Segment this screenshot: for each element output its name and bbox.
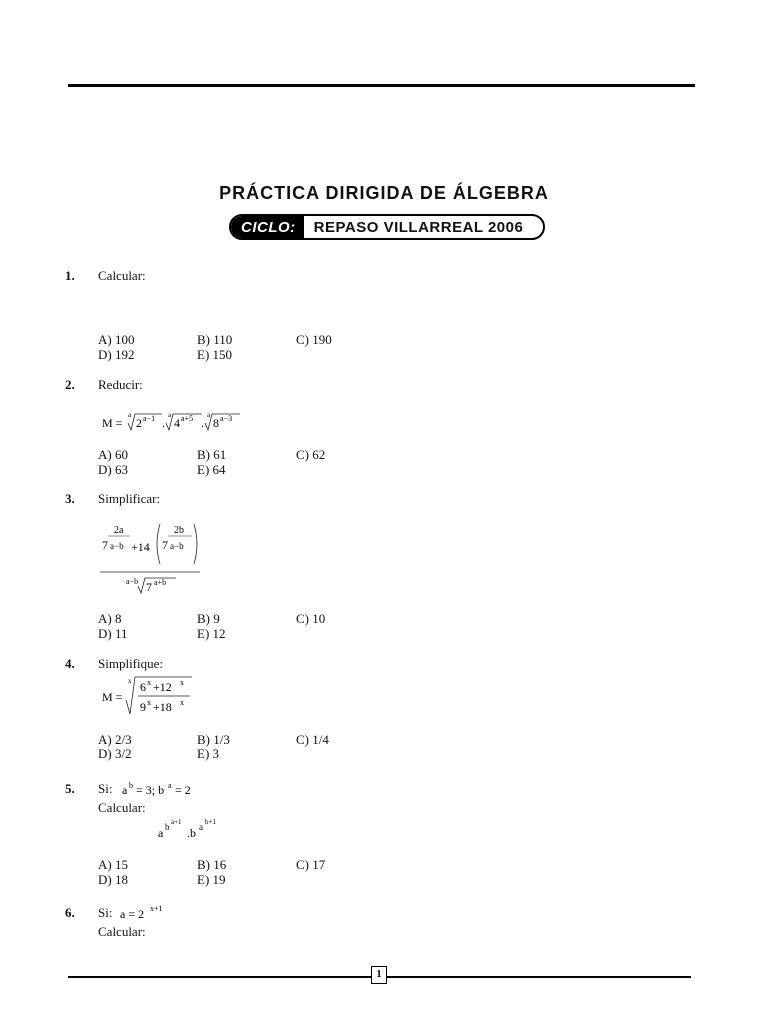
problem-3-option-c: C) 10 — [296, 611, 326, 626]
svg-text:.: . — [162, 416, 165, 430]
svg-text:= 2: = 2 — [175, 783, 191, 797]
problem-3-prompt: Simplificar: — [98, 491, 161, 506]
problem-1-option-a: A) 100 — [98, 332, 135, 347]
problem-3-formula — [98, 520, 208, 596]
problem-4-option-e: E) 3 — [197, 746, 220, 761]
svg-text:7: 7 — [146, 580, 152, 594]
page-number: 1 — [371, 966, 387, 984]
problem-6-prompt: Si: — [98, 905, 113, 920]
problem-5-number: 5. — [65, 781, 75, 796]
svg-text:x: x — [180, 678, 184, 687]
svg-text:b: b — [129, 781, 133, 790]
problem-2-option-d: D) 63 — [98, 462, 128, 477]
problem-5-option-a: A) 15 — [98, 857, 128, 872]
svg-text:a−b: a−b — [110, 541, 124, 551]
problem-5-option-e: E) 19 — [197, 872, 226, 887]
svg-text:a+1: a+1 — [171, 818, 182, 826]
problem-5-option-d: D) 18 — [98, 872, 128, 887]
svg-text:a+5: a+5 — [181, 414, 194, 423]
svg-text:a: a — [158, 826, 164, 840]
svg-text:a: a — [122, 783, 128, 797]
problem-6-condition — [118, 903, 178, 921]
svg-text:a−b: a−b — [126, 577, 139, 586]
svg-text:x+1: x+1 — [150, 904, 163, 913]
problem-1-option-c: C) 190 — [296, 332, 332, 347]
svg-text:2: 2 — [136, 416, 142, 430]
svg-text:x: x — [180, 698, 184, 707]
svg-text:a = 2: a = 2 — [120, 907, 145, 921]
svg-text:M =: M = — [102, 416, 123, 430]
svg-text:x: x — [147, 698, 151, 707]
svg-text:a−3: a−3 — [220, 414, 233, 423]
svg-text:+18: +18 — [153, 700, 172, 714]
svg-text:2a: 2a — [114, 525, 124, 536]
problem-3-option-a: A) 8 — [98, 611, 122, 626]
ciclo-label: CICLO: — [231, 216, 304, 238]
svg-text:2b: 2b — [174, 525, 184, 536]
svg-text:a−1: a−1 — [143, 414, 156, 423]
svg-text:6: 6 — [140, 680, 146, 694]
ciclo-text: REPASO VILLARREAL 2006 — [313, 218, 524, 236]
problem-3-option-d: D) 11 — [98, 626, 128, 641]
problem-5-prompt-2: Calcular: — [98, 800, 146, 815]
svg-text:+12: +12 — [153, 680, 172, 694]
problem-3-number: 3. — [65, 491, 75, 506]
problem-4-number: 4. — [65, 656, 75, 671]
problem-5-option-b: B) 16 — [197, 857, 227, 872]
svg-text:7: 7 — [102, 538, 108, 552]
problem-2-option-b: B) 61 — [197, 447, 227, 462]
svg-text:.: . — [201, 416, 204, 430]
problem-2-option-a: A) 60 — [98, 447, 128, 462]
svg-text:4: 4 — [174, 416, 180, 430]
page-title: PRÁCTICA DIRIGIDA DE ÁLGEBRA — [219, 183, 549, 203]
problem-2-formula — [100, 408, 250, 434]
problem-3-option-e: E) 12 — [197, 626, 226, 641]
svg-text:a: a — [168, 781, 172, 790]
svg-text:a−b: a−b — [170, 541, 184, 551]
svg-text:a: a — [199, 822, 203, 832]
svg-text:a: a — [128, 411, 132, 419]
problem-6-prompt-2: Calcular: — [98, 924, 146, 939]
problem-3-option-b: B) 9 — [197, 611, 220, 626]
problem-5-condition — [120, 780, 200, 798]
problem-4-prompt: Simplifique: — [98, 656, 163, 671]
problem-2-number: 2. — [65, 377, 75, 392]
problem-2-option-c: C) 62 — [296, 447, 326, 462]
problem-5-prompt: Si: — [98, 781, 113, 796]
problem-2-option-e: E) 64 — [197, 462, 226, 477]
problem-4-option-b: B) 1/3 — [197, 732, 230, 747]
problem-4-formula — [100, 674, 200, 718]
svg-text:b: b — [165, 822, 170, 832]
svg-text:+14: +14 — [131, 540, 150, 554]
svg-text:M =: M = — [102, 690, 123, 704]
top-rule — [68, 84, 695, 87]
svg-text:= 3; b: = 3; b — [136, 783, 165, 797]
problem-1-option-e: E) 150 — [197, 347, 233, 362]
svg-text:a: a — [168, 411, 172, 419]
problem-1-option-b: B) 110 — [197, 332, 233, 347]
svg-text:x: x — [147, 678, 151, 687]
ciclo-banner — [229, 214, 545, 240]
problem-6-number: 6. — [65, 905, 75, 920]
svg-text:7: 7 — [162, 538, 168, 552]
svg-text:a+b: a+b — [154, 578, 167, 587]
problem-4-option-c: C) 1/4 — [296, 732, 329, 747]
problem-1-number: 1. — [65, 268, 75, 283]
problem-4-option-d: D) 3/2 — [98, 746, 132, 761]
svg-text:b+1: b+1 — [205, 818, 216, 826]
svg-text:.b: .b — [187, 826, 196, 840]
svg-text:9: 9 — [140, 700, 146, 714]
svg-text:a: a — [207, 411, 211, 419]
svg-text:x: x — [128, 677, 132, 685]
problem-5-formula — [156, 816, 236, 840]
problem-2-prompt: Reducir: — [98, 377, 143, 392]
problem-4-option-a: A) 2/3 — [98, 732, 132, 747]
svg-text:8: 8 — [213, 416, 219, 430]
problem-1-prompt: Calcular: — [98, 268, 146, 283]
problem-5-option-c: C) 17 — [296, 857, 326, 872]
problem-1-option-d: D) 192 — [98, 347, 135, 362]
